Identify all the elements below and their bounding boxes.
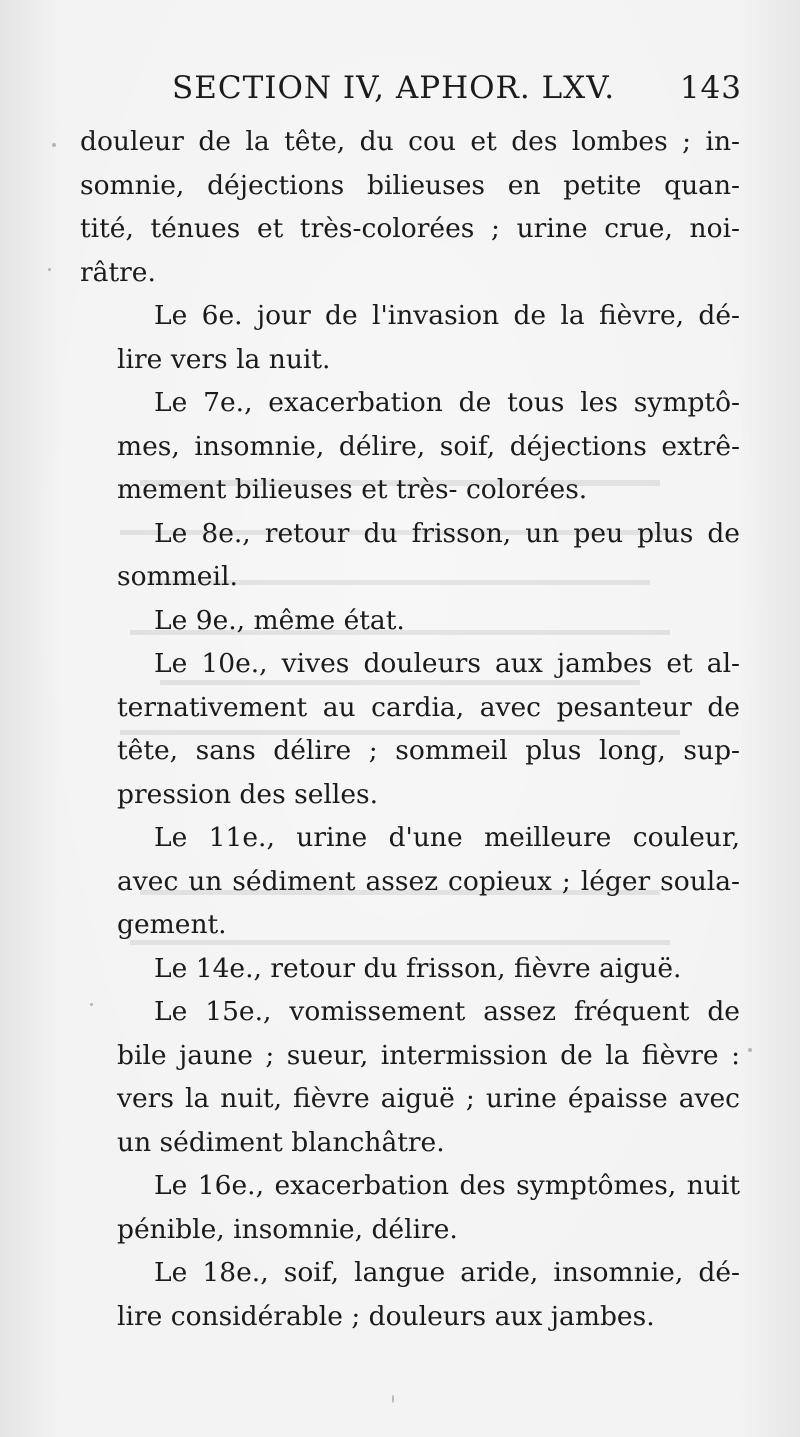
day-entry-paragraph xyxy=(80,599,740,643)
text-line: Le 10e., vives douleurs aux jambes et al- xyxy=(154,648,740,679)
day-entry-paragraph xyxy=(80,1164,740,1251)
day-entry-paragraph xyxy=(80,512,740,599)
text-line: lire considérable ; douleurs aux jambes. xyxy=(117,1300,655,1332)
print-speck xyxy=(748,1048,752,1052)
text-line: pression des selles. xyxy=(117,778,379,810)
text-line: Le 16e., exacerbation des symptômes, nuit xyxy=(154,1170,740,1201)
text-line: mes, insomnie, délire, soif, déjections extrê- xyxy=(117,430,740,462)
day-entry-paragraph xyxy=(80,294,740,381)
running-title: SECTION IV, APHOR. LXV. xyxy=(172,70,616,106)
day-entry-paragraph xyxy=(80,1251,740,1338)
body-text xyxy=(80,120,740,1338)
text-line: Le 9e., même état. xyxy=(154,604,405,636)
day-entry-paragraph xyxy=(80,381,740,512)
text-line: lire vers la nuit. xyxy=(117,343,331,375)
day-entry-paragraph xyxy=(80,816,740,947)
text-line: Le 14e., retour du frisson, fièvre aiguë. xyxy=(154,952,682,984)
print-speck xyxy=(392,1395,394,1403)
print-speck xyxy=(48,268,51,271)
text-line: tête, sans délire ; sommeil plus long, sup- xyxy=(117,735,740,766)
text-line: douleur de la tête, du cou et des lombes ; in- xyxy=(80,126,740,157)
text-line: somnie, déjections bilieuses en petite quan- xyxy=(80,169,740,201)
print-speck xyxy=(90,1003,93,1006)
day-entry-paragraph xyxy=(80,642,740,816)
text-line: mement bilieuses et très- colorées. xyxy=(117,474,588,505)
page-number: 143 xyxy=(679,70,742,106)
text-line: Le 8e., retour du frisson, un peu plus de xyxy=(154,517,740,549)
text-line: Le 15e., vomissement assez fréquent de xyxy=(154,996,740,1027)
text-line: ternativement au cardia, avec pesanteur de xyxy=(117,691,740,723)
text-line: Le 6e. jour de l'invasion de la fièvre, dé- xyxy=(154,300,740,331)
text-line: bile jaune ; sueur, intermission de la fièvre : xyxy=(117,1039,740,1071)
running-header xyxy=(172,70,742,106)
text-line: un sédiment blanchâtre. xyxy=(117,1126,445,1158)
text-line: sommeil. xyxy=(117,561,238,592)
text-line: râtre. xyxy=(80,256,156,288)
text-line: pénible, insomnie, délire. xyxy=(117,1213,458,1245)
text-line: avec un sédiment assez copieux ; léger soula- xyxy=(117,865,740,897)
day-entry-paragraph xyxy=(80,947,740,991)
day-entry-paragraph xyxy=(80,990,740,1164)
text-line: Le 11e., urine d'une meilleure couleur, xyxy=(154,822,740,853)
text-line: vers la nuit, fièvre aiguë ; urine épaisse avec xyxy=(117,1083,740,1114)
continued-paragraph xyxy=(80,120,740,294)
text-line: Le 7e., exacerbation de tous les symptô- xyxy=(154,387,740,418)
text-line: tité, ténues et très-colorées ; urine crue, noi- xyxy=(80,213,740,244)
text-line: Le 18e., soif, langue aride, insomnie, dé- xyxy=(154,1257,740,1288)
print-speck xyxy=(52,143,56,147)
text-line: gement. xyxy=(117,909,227,940)
